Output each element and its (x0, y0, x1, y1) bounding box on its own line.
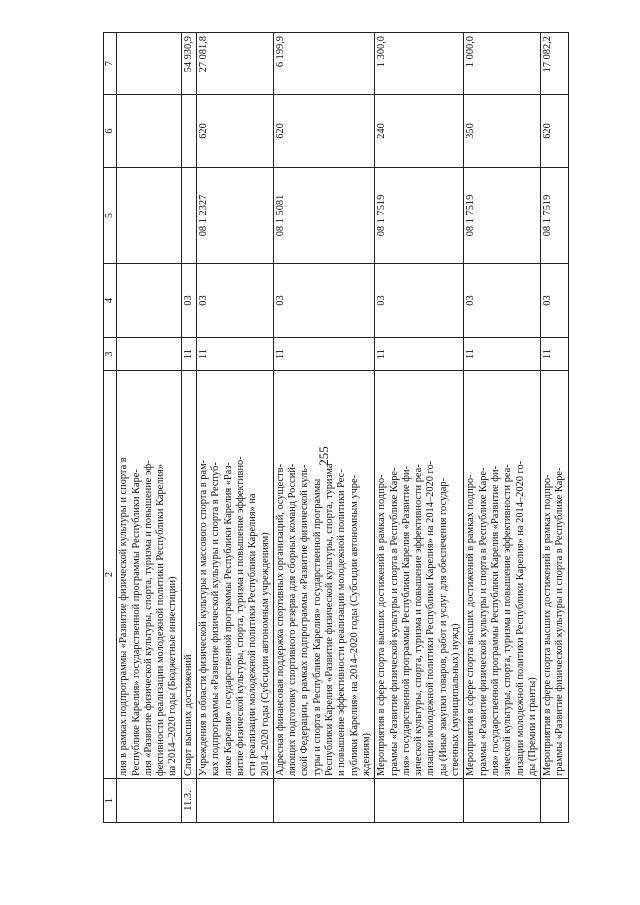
row-number-cell (464, 779, 541, 823)
table-row (541, 33, 569, 823)
description-cell (273, 371, 374, 779)
target-article-cell: 08 1 7519 (541, 168, 569, 264)
table-row (375, 33, 464, 823)
table-row (273, 33, 374, 823)
description-line: лике Карелия» государственной программы Республики Карелия «Раз- (222, 462, 234, 776)
description-line: фективности реализации молодежной политики Республики Карелия» (155, 463, 167, 776)
description-line: Учреждения в области физической культуры и массового спорта в рам- (198, 459, 210, 776)
section-code-cell: 11 (375, 338, 464, 371)
row-number-cell (117, 779, 181, 823)
subsection-code-cell: 03 (197, 264, 274, 338)
section-code-cell: 11 (181, 338, 196, 371)
budget-table-sheet (103, 33, 566, 823)
amount-cell: 6 199,9 (273, 33, 374, 95)
description-line: витие физической культуры, спорта, туризма и повышение эффективно- (234, 456, 246, 776)
description-line: граммы «Развитие физической культуры и спорта в Республике Каре- (554, 467, 566, 776)
target-article-cell: 08 1 7519 (464, 168, 541, 264)
column-header: 3 (104, 338, 117, 371)
section-code-cell (117, 338, 181, 371)
description-line: ды (Иные закупки товаров, работ и услуг для обеспечения государ- (437, 477, 449, 776)
target-article-cell: 08 1 7519 (375, 168, 464, 264)
row-number-cell (197, 779, 274, 823)
target-article-cell (181, 168, 196, 264)
column-header: 6 (104, 95, 117, 168)
amount-cell: 17 082,2 (541, 33, 569, 95)
description-cell (541, 371, 569, 779)
description-cell (375, 371, 464, 779)
description-line: ды (Премии и гранты) (526, 677, 538, 776)
section-code-cell: 11 (273, 338, 374, 371)
description-line: ках подпрограммы «Развитие физической культуры и спорта в Респуб- (210, 462, 222, 776)
table-header-row (104, 33, 117, 823)
table-row (464, 33, 541, 823)
description-line: Мероприятия в сфере спорта высших достижений в рамках подпро- (376, 474, 388, 776)
subsection-code-cell: 03 (375, 264, 464, 338)
description-line: зической культуры, спорта, туризма и повышение эффективности реа- (502, 464, 514, 776)
description-line: лия в рамках подпрограммы «Развитие физической культуры и спорта в (118, 457, 130, 776)
description-cell (197, 371, 274, 779)
description-line: туры и спорта в Республике Карелия» государственной программы (311, 478, 323, 776)
page-number: 255 (316, 446, 331, 466)
expense-type-cell (117, 95, 181, 168)
row-number-cell: 11.3. (181, 779, 196, 823)
description-line: граммы «Развитие физической культуры и спорта в Республике Каре- (388, 467, 400, 776)
subsection-code-cell: 03 (541, 264, 569, 338)
description-line: Адресная финансовая поддержка спортивных организаций, осуществ- (274, 464, 286, 776)
description-line: лизации молодежной политики Республики Карелия» на 2014–2020 го- (514, 460, 526, 776)
description-cell (181, 371, 196, 779)
description-line: публики Карелия» на 2014–2020 годы (Субсидии автономным учре- (348, 474, 360, 776)
description-line: ждениям) (360, 732, 372, 776)
amount-cell (117, 33, 181, 95)
table-row (197, 33, 274, 823)
amount-cell: 54 930,9 (181, 33, 196, 95)
description-line: ляющих подготовку спортивного резерва для сборных команд Россий- (287, 463, 299, 776)
budget-table (103, 32, 569, 823)
section-code-cell: 11 (541, 338, 569, 371)
subsection-code-cell: 03 (181, 264, 196, 338)
row-number-cell (375, 779, 464, 823)
description-line: ской Федерации, в рамках подпрограммы «Развитие физической куль- (299, 464, 311, 776)
description-line: и повышение эффективности реализации молодежной политики Рес- (336, 469, 348, 776)
expense-type-cell: 620 (541, 95, 569, 168)
description-line: сти реализации молодежной политики Республики Карелия» на (247, 493, 259, 776)
description-line: лия» государственной программы Республики Карелия «Развитие фи- (400, 466, 412, 776)
expense-type-cell: 620 (197, 95, 274, 168)
expense-type-cell: 620 (273, 95, 374, 168)
subsection-code-cell: 03 (273, 264, 374, 338)
column-header: 5 (104, 168, 117, 264)
description-cell (117, 371, 181, 779)
column-header: 1 (104, 779, 117, 823)
table-row (181, 33, 196, 823)
row-number-cell (541, 779, 569, 823)
target-article-cell: 08 1 5081 (273, 168, 374, 264)
target-article-cell (117, 168, 181, 264)
description-line: ственных (муниципальных) нужд) (450, 623, 462, 776)
description-line: Республики Карелия «Развитие физической культуры, спорта, туризма (324, 463, 336, 776)
description-line: лия» государственной программы Республики Карелия «Развитие фи- (489, 466, 501, 776)
description-line: Мероприятия в сфере спорта высших достижений в рамках подпро- (465, 474, 477, 776)
description-line: Республике Карелия» государственной программы Республики Каре- (130, 469, 142, 776)
description-line: Спорт высших достижений (182, 654, 194, 776)
expense-type-cell: 240 (375, 95, 464, 168)
subsection-code-cell: 03 (464, 264, 541, 338)
section-code-cell: 11 (464, 338, 541, 371)
description-line: 2014–2020 годы (Субсидии автономным учреждениям) (259, 532, 271, 776)
description-line: Мероприятия в сфере спорта высших достижений в рамках подпро- (542, 474, 554, 776)
expense-type-cell (181, 95, 196, 168)
description-line: лизации молодежной политики Республики Карелия» на 2014–2020 го- (425, 460, 437, 776)
description-cell (464, 371, 541, 779)
description-line: граммы «Развитие физической культуры и спорта в Республике Каре- (477, 467, 489, 776)
description-line: лия «Развитие физической культуры, спорта, туризма и повышение эф- (142, 460, 154, 776)
target-article-cell: 08 1 2327 (197, 168, 274, 264)
column-header: 4 (104, 264, 117, 338)
amount-cell: 1 300,0 (375, 33, 464, 95)
column-header: 7 (104, 33, 117, 95)
description-line: зической культуры, спорта, туризма и повышение эффективности реа- (413, 464, 425, 776)
description-line: на 2014–2020 годы (Бюджетные инвестиции) (167, 576, 179, 776)
amount-cell: 27 081,8 (197, 33, 274, 95)
section-code-cell: 11 (197, 338, 274, 371)
column-header: 2 (104, 371, 117, 779)
row-number-cell (273, 779, 374, 823)
subsection-code-cell (117, 264, 181, 338)
table-row (117, 33, 181, 823)
expense-type-cell: 350 (464, 95, 541, 168)
amount-cell: 1 000,0 (464, 33, 541, 95)
